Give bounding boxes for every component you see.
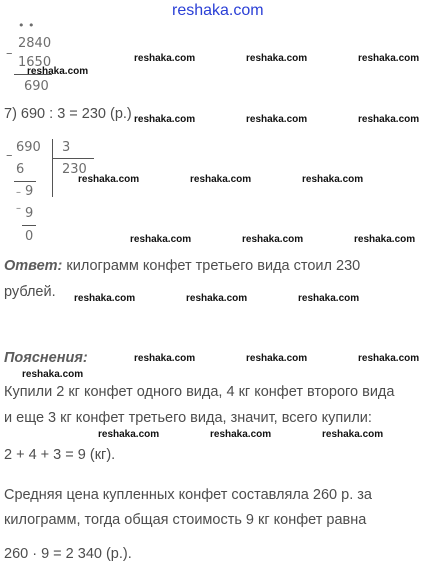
watermark: reshaka.com <box>302 174 364 185</box>
step-7: 7) 690 : 3 = 230 (р.) <box>4 106 132 122</box>
division-bar <box>52 139 53 197</box>
explanation-line: и еще 3 кг конфет третьего вида, значит, всего купили: <box>4 410 372 426</box>
watermark: reshaka.com <box>98 429 160 440</box>
watermark: reshaka.com <box>186 293 248 304</box>
explanation-line: 2 + 4 + 3 = 9 (кг). <box>4 447 116 463</box>
quotient: 230 <box>62 162 87 177</box>
explanation-line: Средняя цена купленных конфет составляла 260 р. за <box>4 487 372 503</box>
watermark: reshaka.com <box>134 114 196 125</box>
sub-line <box>22 225 36 226</box>
watermark: reshaka.com <box>358 53 420 64</box>
partial-product: 6 <box>16 162 25 177</box>
quotient-line <box>52 158 94 159</box>
explanation-label: Пояснения: <box>4 350 88 366</box>
minuend: 2840 <box>18 36 52 51</box>
watermark: reshaka.com <box>358 353 420 364</box>
watermark: reshaka.com <box>210 429 272 440</box>
watermark: reshaka.com <box>190 174 252 185</box>
watermark: reshaka.com <box>246 353 308 364</box>
answer-text: килограмм конфет третьего вида стоил 230 <box>62 258 361 274</box>
minus-sign: – <box>16 203 21 214</box>
explanation-line: Купили 2 кг конфет одного вида, 4 кг конфет второго вида <box>4 384 395 400</box>
answer-text-2: рублей. <box>4 284 56 300</box>
watermark: reshaka.com <box>78 174 140 185</box>
watermark: reshaka.com <box>298 293 360 304</box>
subtrahend: 1650 <box>18 55 52 70</box>
partial-product: 9 <box>25 206 34 221</box>
watermark: reshaka.com <box>354 234 416 245</box>
dividend: 690 <box>16 140 41 155</box>
minus-sign: – <box>6 46 13 61</box>
watermark: reshaka.com <box>22 369 84 380</box>
sub-line <box>14 181 36 182</box>
answer-label: Ответ: <box>4 258 63 274</box>
answer-line <box>4 258 360 274</box>
carry-dots: • • <box>18 19 35 32</box>
watermark: reshaka.com <box>246 114 308 125</box>
watermark: reshaka.com <box>246 53 308 64</box>
watermark: reshaka.com <box>27 66 89 77</box>
watermark: reshaka.com <box>322 429 384 440</box>
minus-sign: – <box>6 148 13 163</box>
partial-remainder: 9 <box>25 184 34 199</box>
minus-sign: – <box>16 187 21 198</box>
explanation-line: 260 · 9 = 2 340 (р.). <box>4 546 132 562</box>
watermark: reshaka.com <box>358 114 420 125</box>
site-title[interactable]: reshaka.com <box>172 2 264 19</box>
watermark: reshaka.com <box>242 234 304 245</box>
watermark: reshaka.com <box>134 353 196 364</box>
watermark: reshaka.com <box>74 293 136 304</box>
difference: 690 <box>24 79 49 94</box>
divisor: 3 <box>62 140 71 155</box>
remainder: 0 <box>25 229 34 244</box>
watermark: reshaka.com <box>130 234 192 245</box>
watermark: reshaka.com <box>134 53 196 64</box>
explanation-line: килограмм, тогда общая стоимость 9 кг конфет равна <box>4 512 367 528</box>
